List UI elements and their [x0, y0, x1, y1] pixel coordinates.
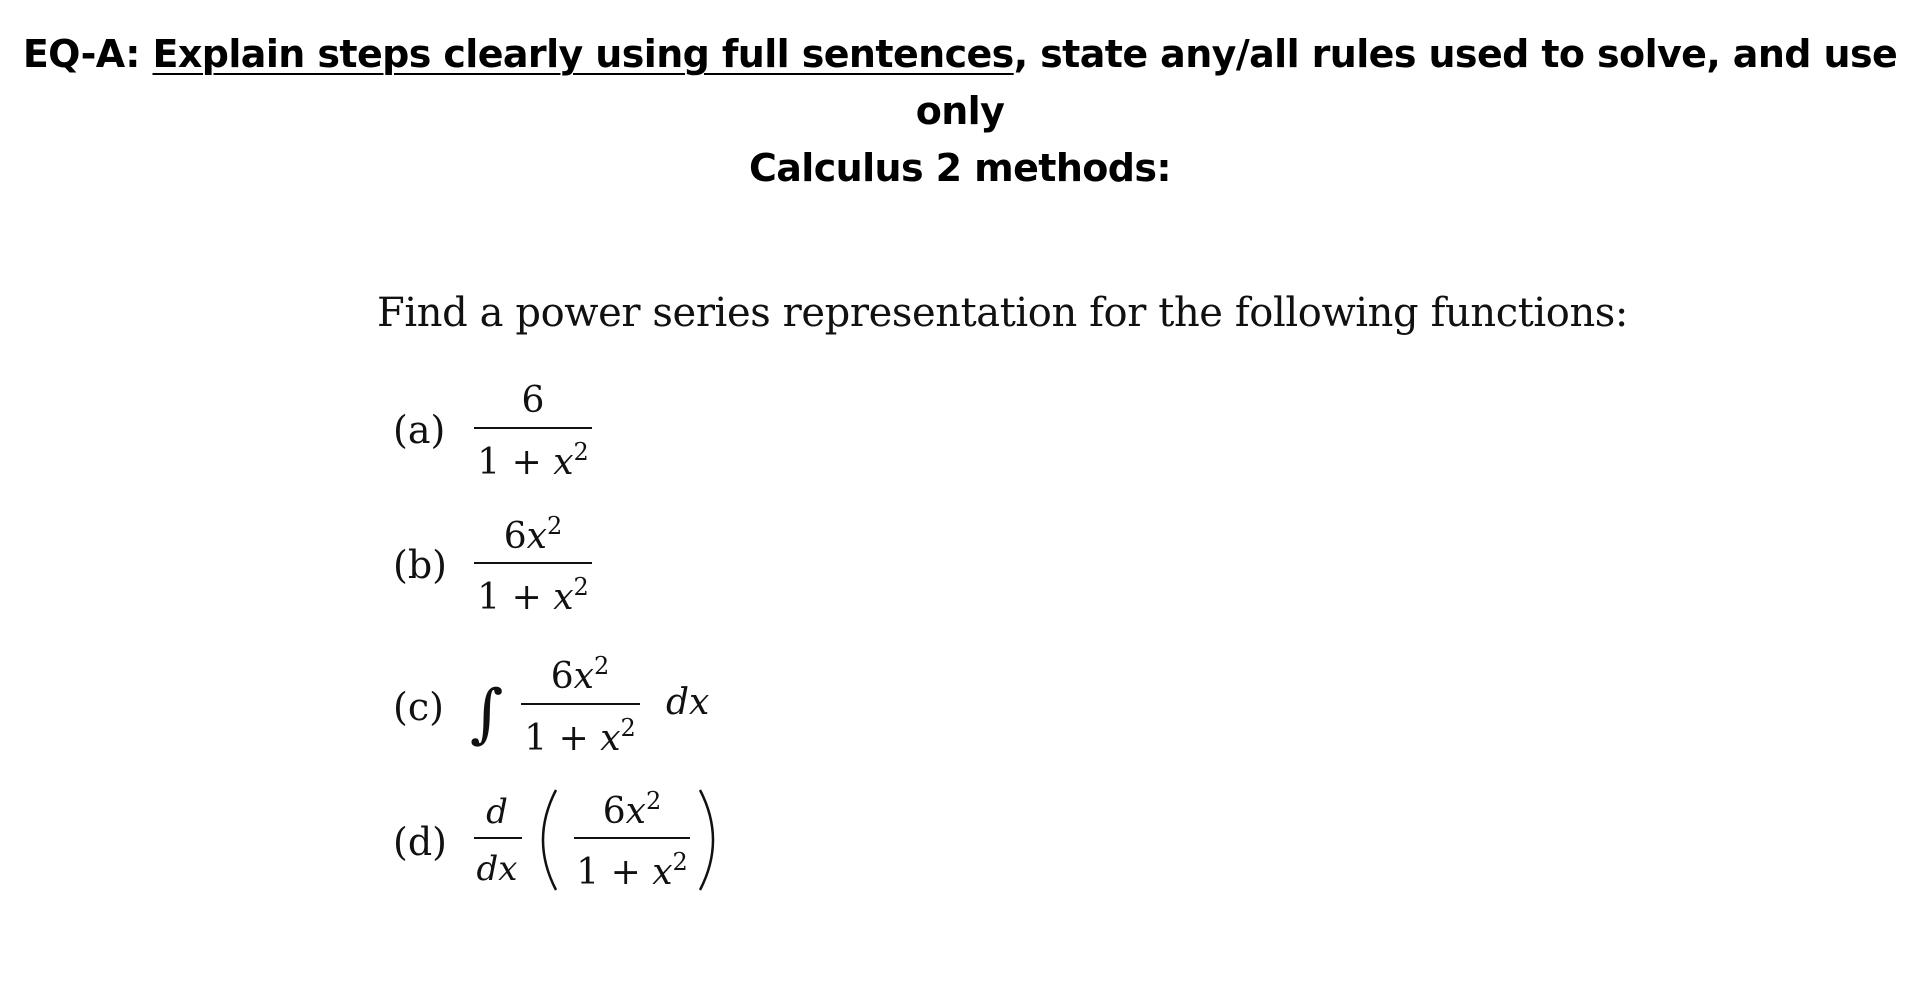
problem-prompt: Find a power series representation for the following functions:: [377, 290, 1629, 336]
part-a: [393, 380, 592, 483]
part-b-label: (b): [393, 543, 447, 587]
part-d-denominator: $1 + x^2$: [576, 848, 688, 893]
part-a-label: (a): [393, 408, 446, 452]
part-b-numerator: $6x^2$: [503, 512, 563, 557]
part-d: [393, 787, 713, 893]
part-a-denominator: $1 + x^2$: [477, 438, 589, 483]
instructions-rest: , state any/all rules used to solve, and use only: [915, 32, 1898, 133]
part-b-denominator: $1 + x^2$: [477, 573, 589, 618]
right-paren: [700, 790, 713, 890]
integral-sign: ∫: [470, 677, 504, 751]
part-a-numerator: 6: [521, 380, 545, 421]
instructions-emphasis: Explain steps clearly using full sentences: [152, 32, 1014, 76]
derivative-operator-denominator: dx: [476, 849, 518, 889]
part-c-numerator: $6x^2$: [550, 652, 610, 697]
instructions-line-2: Calculus 2 methods:: [748, 146, 1172, 190]
part-c-denominator: $1 + x^2$: [524, 714, 636, 759]
part-d-label: (d): [393, 820, 447, 864]
part-d-numerator: $6x^2$: [602, 787, 662, 832]
part-b: [393, 512, 592, 618]
derivative-operator-numerator: d: [486, 792, 508, 832]
part-c-differential: dx: [666, 682, 710, 723]
part-c-label: (c): [393, 685, 444, 729]
left-paren: [543, 790, 556, 890]
instructions-prefix: EQ-A:: [22, 32, 153, 76]
part-c: [393, 652, 709, 759]
